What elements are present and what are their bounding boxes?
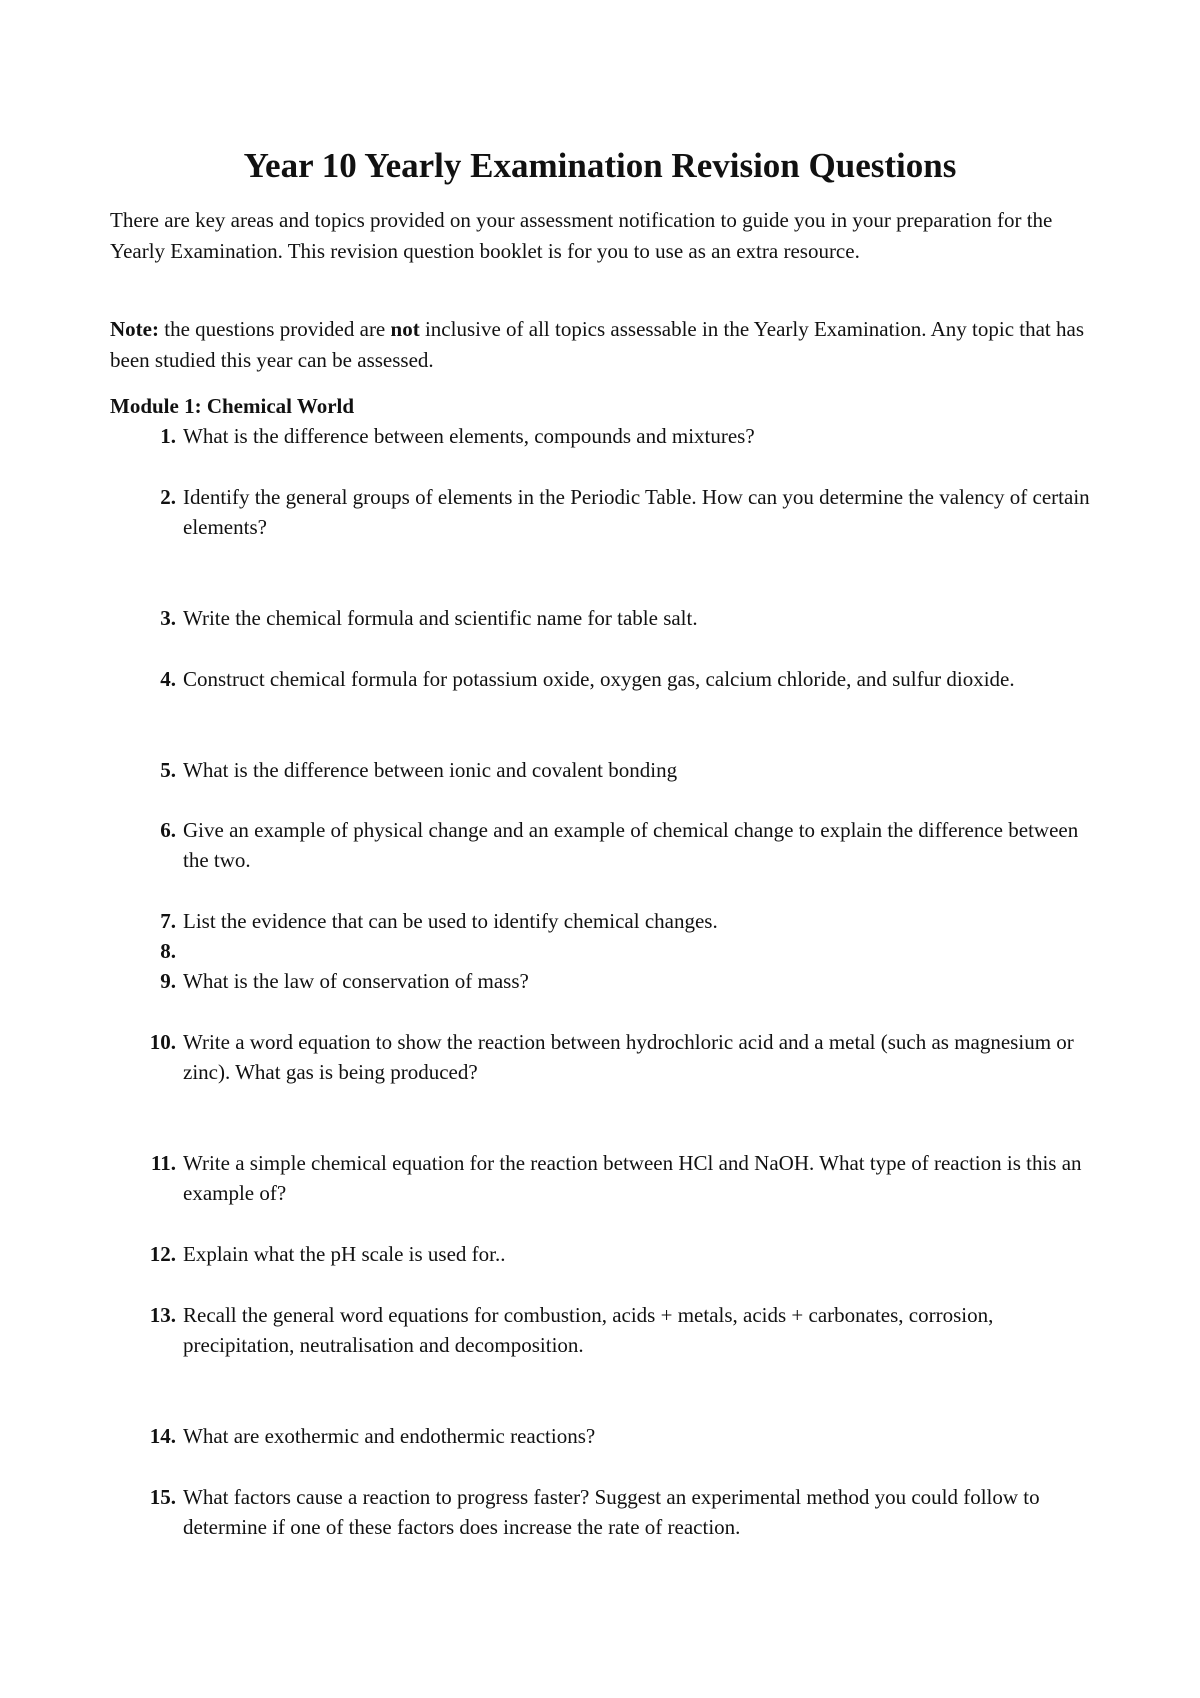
question-item bbox=[110, 1300, 1100, 1360]
intro-paragraph: There are key areas and topics provided on your assessment notification to guide you in your preparation for the Yearly Examination. This revision question booklet is for you to use as an extra resource. bbox=[110, 208, 1053, 263]
note-paragraph bbox=[110, 314, 1100, 376]
question-item bbox=[110, 755, 1100, 785]
question-number: 5. bbox=[160, 758, 176, 782]
question-item bbox=[110, 421, 1100, 451]
question-number: 6. bbox=[160, 818, 176, 842]
question-text: Explain what the pH scale is used for.. bbox=[183, 1242, 506, 1266]
note-text-after: inclusive of all topics assessable in the Yearly Examination. Any topic that has been studied this year can be assessed. bbox=[110, 317, 1085, 372]
note-label: Note: bbox=[110, 317, 159, 341]
question-item bbox=[110, 815, 1100, 875]
question-item bbox=[110, 664, 1100, 694]
question-number: 2. bbox=[160, 485, 176, 509]
question-item bbox=[110, 1027, 1100, 1087]
question-number: 9. bbox=[160, 969, 176, 993]
page-title: Year 10 Yearly Examination Revision Questions bbox=[243, 146, 957, 185]
question-number: 11. bbox=[150, 1151, 176, 1175]
question-item bbox=[110, 603, 1100, 633]
question-text: What are exothermic and endothermic reactions? bbox=[183, 1424, 596, 1448]
question-text: What factors cause a reaction to progress faster? Suggest an experimental method you could follow to determine if one of these factors does increase the rate of reaction. bbox=[183, 1485, 1040, 1539]
note-text-before: the questions provided are bbox=[158, 317, 391, 341]
question-number: 15. bbox=[149, 1485, 176, 1509]
question-text: Identify the general groups of elements in the Periodic Table. How can you determine the valency of certain elements? bbox=[183, 485, 1090, 539]
question-number: 8. bbox=[160, 939, 176, 963]
question-item bbox=[110, 1421, 1100, 1451]
question-text: What is the law of conservation of mass? bbox=[183, 969, 529, 993]
question-number: 7. bbox=[160, 909, 176, 933]
question-number: 1. bbox=[160, 424, 176, 448]
question-text: What is the difference between elements, compounds and mixtures? bbox=[183, 424, 755, 448]
question-item bbox=[110, 482, 1100, 542]
question-number: 12. bbox=[149, 1242, 176, 1266]
question-item bbox=[110, 966, 1100, 996]
question-number: 13. bbox=[149, 1303, 176, 1327]
question-item bbox=[110, 1148, 1100, 1208]
question-text: Give an example of physical change and an example of chemical change to explain the difference between the two. bbox=[183, 818, 1079, 872]
question-text: Recall the general word equations for combustion, acids + metals, acids + carbonates, corrosion, precipitation, neutralisation and decomposition. bbox=[183, 1303, 994, 1357]
note-emphasis: not bbox=[390, 317, 420, 341]
question-item bbox=[110, 906, 1100, 936]
question-text: Write a simple chemical equation for the reaction between HCl and NaOH. What type of reaction is this an example of? bbox=[183, 1151, 1082, 1205]
module-heading: Module 1: Chemical World bbox=[110, 394, 355, 418]
question-number: 14. bbox=[149, 1424, 176, 1448]
question-number: 4. bbox=[160, 667, 176, 691]
question-item bbox=[110, 1482, 1100, 1542]
question-text: Construct chemical formula for potassium oxide, oxygen gas, calcium chloride, and sulfur dioxide. bbox=[183, 667, 1015, 691]
question-text: Write a word equation to show the reaction between hydrochloric acid and a metal (such as magnesium or zinc). What gas is being produced? bbox=[183, 1030, 1074, 1084]
question-text: Write the chemical formula and scientific name for table salt. bbox=[183, 606, 698, 630]
question-item bbox=[110, 1239, 1100, 1269]
question-text: List the evidence that can be used to identify chemical changes. bbox=[183, 909, 718, 933]
question-number: 10. bbox=[149, 1030, 176, 1054]
question-number: 3. bbox=[160, 606, 176, 630]
question-text: What is the difference between ionic and covalent bonding bbox=[183, 758, 678, 782]
